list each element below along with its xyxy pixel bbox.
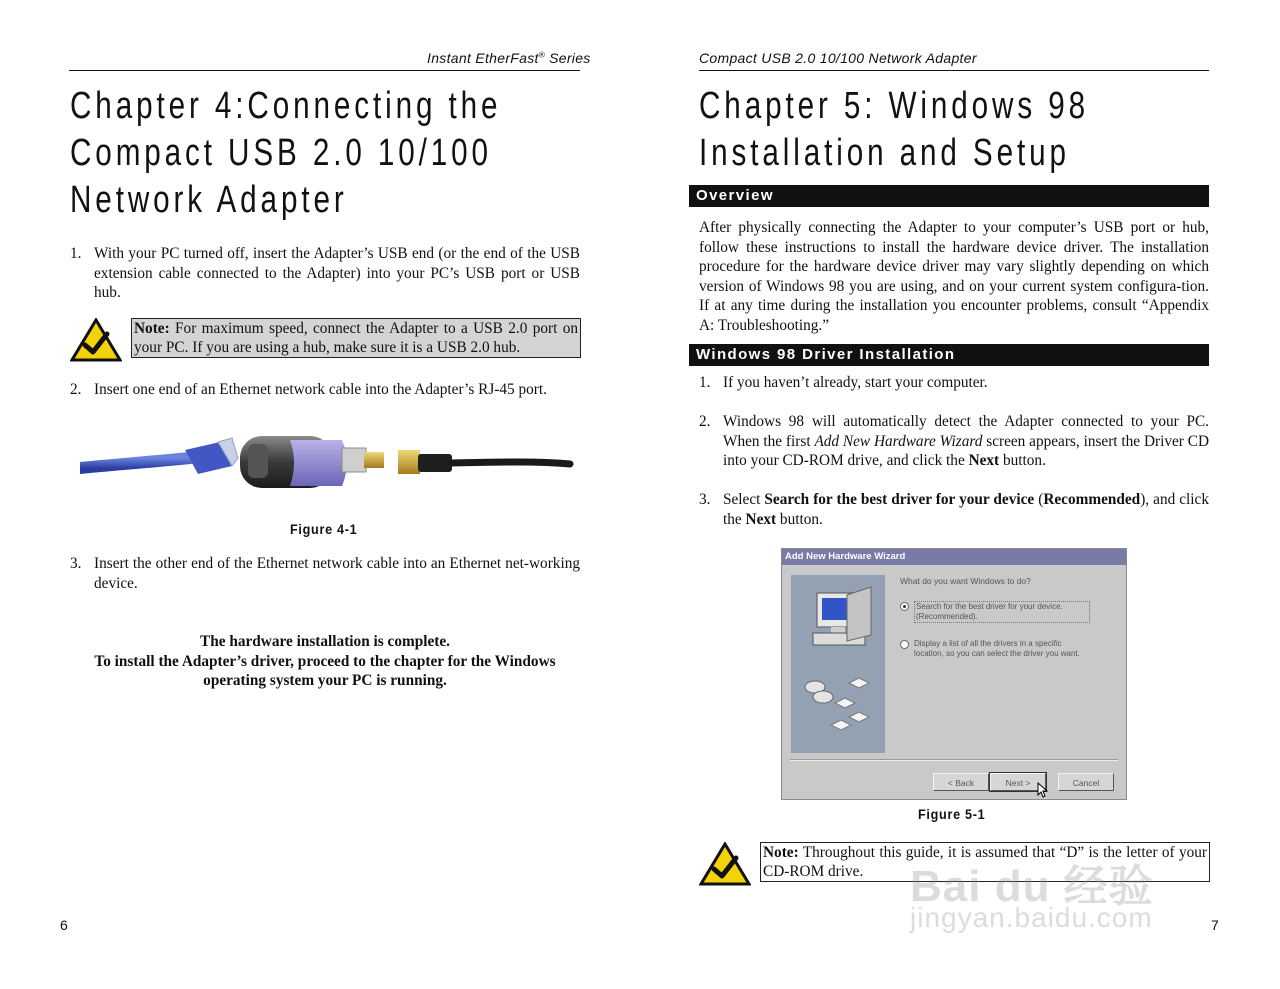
step-text bbox=[723, 412, 1209, 471]
baidu-watermark-url: jingyan.baidu.com bbox=[910, 902, 1153, 933]
step-number: 1. bbox=[70, 245, 82, 262]
step-text-run: ), and click the bbox=[723, 491, 1209, 528]
wizard-divider bbox=[790, 759, 1118, 761]
step-number: 1. bbox=[699, 374, 711, 391]
step-number: 2. bbox=[70, 381, 82, 398]
step-text: With your PC turned off, insert the Adapter’s USB end (or the end of the USB extension cable connected to the Adapter) into your PC’s USB port or USB hub. bbox=[94, 245, 580, 301]
step-text-run: button. bbox=[999, 452, 1046, 469]
running-head-suffix: Series bbox=[544, 50, 591, 66]
add-new-hardware-wizard-screenshot bbox=[781, 548, 1127, 800]
radio-unselected-icon[interactable] bbox=[900, 640, 909, 649]
step-1 bbox=[70, 244, 580, 303]
note-text: For maximum speed, connect the Adapter to a USB 2.0 port on your PC. If you are using a hub, make sure it is a USB 2.0 hub. bbox=[134, 320, 578, 356]
step-3 bbox=[699, 490, 1209, 529]
completion-message bbox=[70, 632, 580, 691]
note-label: Note: bbox=[763, 844, 799, 861]
wizard-question: What do you want Windows to do? bbox=[900, 576, 1031, 586]
option-emphasis: Search for the best driver for your device bbox=[764, 491, 1035, 508]
registered-mark: ® bbox=[538, 50, 545, 60]
step-text bbox=[723, 490, 1209, 529]
adapter-cable-photo bbox=[80, 428, 575, 504]
chapter-title bbox=[70, 83, 501, 224]
note-text: Throughout this guide, it is assumed that “D” is the letter of your CD-ROM drive. bbox=[763, 844, 1207, 880]
computer-cd-illustration-icon bbox=[791, 575, 885, 753]
step-number: 3. bbox=[70, 555, 82, 572]
next-emphasis: Next bbox=[968, 452, 1000, 469]
section-heading-overview bbox=[689, 185, 1209, 207]
step-3 bbox=[70, 554, 580, 593]
option-display-driver-list[interactable] bbox=[900, 639, 1090, 659]
chapter-title-line: Installation and Setup bbox=[699, 132, 1070, 174]
next-emphasis: Next bbox=[745, 510, 777, 528]
step-text-run: button. bbox=[776, 510, 823, 528]
wizard-titlebar: Add New Hardware Wizard bbox=[782, 549, 1126, 565]
completion-line: operating system your PC is running. bbox=[203, 672, 447, 689]
note-box bbox=[131, 318, 581, 358]
step-2 bbox=[699, 412, 1209, 471]
step-1 bbox=[699, 373, 1209, 393]
step-text: Insert the other end of the Ethernet network cable into an Ethernet net-working device. bbox=[94, 555, 580, 592]
baidu-watermark-logo: Bai du 经验 bbox=[910, 862, 1154, 911]
option-search-best-driver[interactable] bbox=[900, 601, 1090, 623]
chapter-title-line: Chapter 5: Windows 98 bbox=[699, 85, 1089, 127]
step-number: 2. bbox=[699, 413, 711, 430]
caution-icon bbox=[699, 842, 751, 886]
mouse-pointer-icon bbox=[1037, 782, 1049, 798]
page-number: 6 bbox=[60, 917, 68, 933]
next-button[interactable]: Next > bbox=[990, 773, 1046, 791]
caution-icon bbox=[70, 318, 122, 362]
step-text-run: Select bbox=[723, 491, 765, 508]
section-heading-text: Windows 98 Driver Installation bbox=[696, 346, 956, 363]
note-box bbox=[760, 842, 1210, 882]
running-head-text: Instant EtherFast bbox=[427, 50, 539, 66]
figure-caption: Figure 4-1 bbox=[290, 521, 358, 537]
radio-selected-icon[interactable] bbox=[900, 602, 909, 611]
chapter-title-line: Network Adapter bbox=[70, 179, 348, 221]
right-page bbox=[640, 0, 1280, 989]
option-label: Search for the best driver for your device. (Recommended). bbox=[914, 601, 1090, 623]
section-heading-driver-install bbox=[689, 344, 1209, 366]
section-heading-text: Overview bbox=[696, 187, 774, 204]
chapter-title bbox=[699, 83, 1089, 177]
completion-line: To install the Adapter’s driver, proceed to the chapter for the Windows bbox=[94, 652, 556, 670]
recommended-emphasis: Recommended bbox=[1043, 491, 1141, 508]
overview-paragraph: After physically connecting the Adapter to your computer’s USB port or hub, follow these instructions to install the hardware device driver. The installation procedure for the hardware device driver may vary slightly depending on which version of Windows 98 you are using, and on your current system configura-tion. If at any time during the installation you encounter problems, consult “Appendix A: Troubleshooting.” bbox=[699, 219, 1209, 334]
step-2 bbox=[70, 380, 580, 400]
step-number: 3. bbox=[699, 491, 711, 508]
figure-caption: Figure 5-1 bbox=[918, 806, 986, 822]
running-head bbox=[427, 50, 591, 66]
step-text-run: ( bbox=[1034, 491, 1044, 508]
note-label: Note: bbox=[134, 320, 170, 337]
step-text-run: Windows 98 will automatically detect the Adapter connected to your PC. When the first bbox=[723, 413, 1209, 450]
step-text-run: screen appears, insert the Driver CD into your CD-ROM drive, and click the bbox=[723, 432, 1209, 469]
step-text: If you haven’t already, start your computer. bbox=[723, 374, 988, 391]
chapter-title-line: Compact USB 2.0 10/100 bbox=[70, 132, 492, 174]
chapter-title-line: Chapter 4:Connecting the bbox=[70, 85, 502, 127]
header-rule bbox=[69, 70, 580, 71]
header-rule bbox=[699, 70, 1209, 71]
completion-line: The hardware installation is complete. bbox=[200, 633, 450, 650]
wizard-name-emphasis: Add New Hardware Wizard bbox=[814, 432, 983, 450]
back-button[interactable]: < Back bbox=[933, 773, 989, 791]
cancel-button[interactable]: Cancel bbox=[1058, 773, 1114, 791]
option-label: Display a list of all the drivers in a specific location, so you can select the driver you want. bbox=[914, 639, 1080, 658]
step-text: Insert one end of an Ethernet network cable into the Adapter’s RJ-45 port. bbox=[94, 381, 547, 398]
running-head: Compact USB 2.0 10/100 Network Adapter bbox=[699, 50, 977, 66]
page-number: 7 bbox=[1211, 917, 1219, 933]
